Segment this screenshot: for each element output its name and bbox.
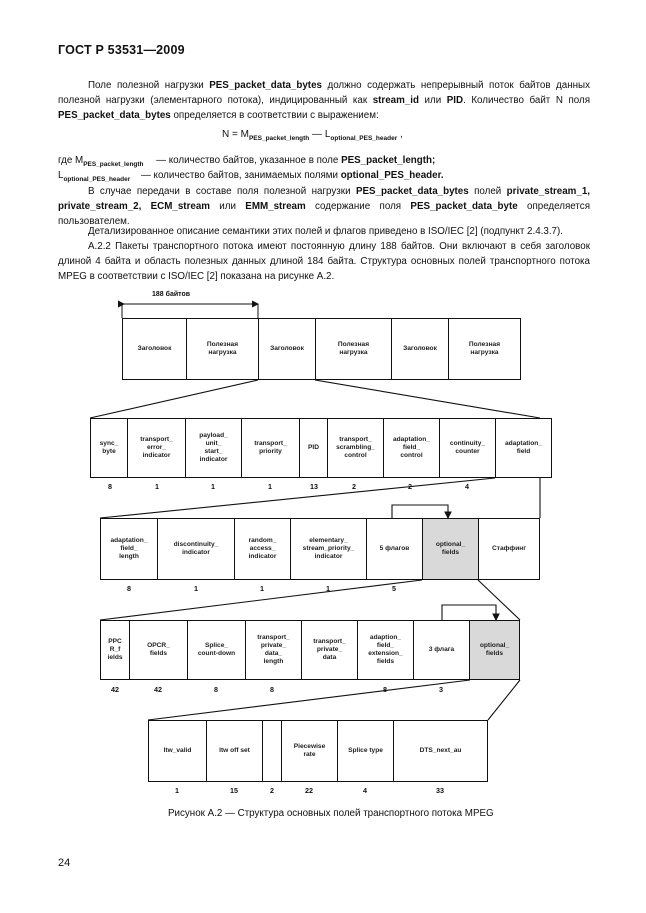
bits-transport-scrambling-control: 2 — [352, 482, 356, 491]
field-adaptation-field-length: adaptation_ field_ length — [100, 518, 158, 580]
field-adaptation-field: adaptation_ field — [495, 418, 552, 478]
bits-ltw-offset: 15 — [230, 786, 238, 795]
ts-header-2: Заголовок — [258, 318, 316, 380]
field-dts-next-au: DTS_next_au — [393, 720, 488, 782]
bits-splice-countdown: 8 — [214, 685, 218, 694]
bits-pcr-fields: 42 — [111, 685, 119, 694]
ts-header-1: Заголовок — [122, 318, 187, 380]
field-splice-countdown: Splice_ count-down — [187, 620, 246, 680]
field-transport-private-data-length: transport_ private_ data_ length — [245, 620, 302, 680]
bits-transport-priority: 1 — [268, 482, 272, 491]
paragraph-payload: Поле полезной нагрузки PES_packet_data_bytes должно содержать непрерывный поток байтов данных полезной нагрузки (элементарного потока), индицированный как stream_id или PID. Количество байт N поля PES_packet_data_bytes определяется в соответствии с выражением: — [58, 80, 590, 122]
field-ltw-valid: ltw_valid — [148, 720, 207, 782]
field-random-access-indicator: random_ access_ indicator — [234, 518, 291, 580]
field-piecewise-rate: Piecewise rate — [281, 720, 338, 782]
field-reserved — [262, 720, 282, 782]
field-transport-error-indicator: transport_ error_ indicator — [127, 418, 186, 478]
bits-5-flags: 5 — [392, 584, 396, 593]
bits-ltw-valid: 1 — [175, 786, 179, 795]
bits-piecewise-rate: 22 — [305, 786, 313, 795]
bits-random-access-indicator: 1 — [260, 584, 264, 593]
field-optional-fields-2: optional_ fields — [469, 620, 520, 680]
field-3-flags: 3 флага — [413, 620, 470, 680]
field-sync-byte: sync_ byte — [90, 418, 128, 478]
field-adaptation-field-control: adaptation_ field_ control — [383, 418, 440, 478]
bits-3-flags: 3 — [439, 685, 443, 694]
ts-payload-2: Полезная нагрузка — [315, 318, 392, 380]
field-discontinuity-indicator: discontinuity_ indicator — [157, 518, 235, 580]
span-label-188: 188 байтов — [152, 291, 191, 298]
bits-adaptation-field-length: 8 — [127, 584, 131, 593]
where-clause-1: где $M_{PES\_packet\_length}$ — количество байтов, указанное в поле PES_packet_length; — [58, 155, 436, 168]
paragraph-a22: А.2.2 Пакеты транспортного потока имеют постоянную длину 188 байтов. Они включают в себя заголовок длиной 4 байта и область полезных данных длиной 184 байта. Структура основных полей транспортного потока MPEG в соответствии с ISO/IEC [2] показана на рисунке А.2. — [58, 241, 590, 283]
field-transport-private-data: transport_ private_ data — [301, 620, 358, 680]
bits-dts-next-au: 33 — [436, 786, 444, 795]
paragraph-private-streams: В случае передачи в составе поля полезной нагрузки PES_packet_data_bytes полей private_stream_1, private_stream_2, ECM_stream или EMM_stream содержание поля PES_packet_data_byte определяется пользователем. — [58, 186, 590, 228]
ts-payload-3: Полезная нагрузка — [448, 318, 521, 380]
field-ltw-offset: ltw off set — [206, 720, 263, 782]
bits-reserved: 2 — [270, 786, 274, 795]
field-pid: PID — [299, 418, 328, 478]
field-transport-priority: transport_ priority — [241, 418, 300, 478]
field-optional-fields-1: optional_ fields — [422, 518, 479, 580]
field-pcr-fields: PPC R_f ields — [100, 620, 130, 680]
field-continuity-counter: continuity_ counter — [439, 418, 496, 478]
field-es-priority-indicator: elementary_ stream_priority_ indicator — [290, 518, 367, 580]
field-stuffing: Стаффинг — [478, 518, 540, 580]
bits-transport-private-data-length: 8 — [270, 685, 274, 694]
bits-discontinuity-indicator: 1 — [194, 584, 198, 593]
field-payload-unit-start-indicator: payload_ unit_ start_ indicator — [185, 418, 242, 478]
where-clause-2: $L_{optional\_PES\_header}$ — количество байтов, занимаемых полями optional_PES_header. — [58, 170, 444, 183]
page-number: 24 — [58, 857, 71, 869]
bits-adaptation-field-control: 2 — [408, 482, 412, 491]
ts-payload-1: Полезная нагрузка — [186, 318, 259, 380]
field-opcr-fields: OPCR_ fields — [129, 620, 188, 680]
document-header: ГОСТ Р 53531—2009 — [58, 43, 185, 57]
bits-opcr-fields: 42 — [154, 685, 162, 694]
field-5-flags: 5 флагов — [366, 518, 423, 580]
figure-caption: Рисунок А.2 — Структура основных полей транспортного потока MPEG — [168, 808, 494, 819]
bits-adaption-field-extension: 8 — [383, 685, 387, 694]
bits-payload-unit-start-indicator: 1 — [211, 482, 215, 491]
formula: $N = M_{PES\_packet\_length}$ — $L_{optional\_PES\_header}$ , — [222, 129, 403, 142]
ts-header-3: Заголовок — [391, 318, 449, 380]
bits-transport-error-indicator: 1 — [155, 482, 159, 491]
bits-pid: 13 — [310, 482, 318, 491]
bits-es-priority-indicator: 1 — [326, 584, 330, 593]
bits-continuity-counter: 4 — [465, 482, 469, 491]
field-adaption-field-extension: adaption_ field_ extension_ fields — [357, 620, 414, 680]
bits-splice-type: 4 — [363, 786, 367, 795]
paragraph-semantics: Детализированное описание семантики этих полей и флагов приведено в ISO/IEC [2] (подпункт 2.4.3.7). — [88, 226, 563, 237]
bits-sync-byte: 8 — [108, 482, 112, 491]
field-splice-type: Splice type — [337, 720, 394, 782]
field-transport-scrambling-control: transport_ scrambling_ control — [327, 418, 384, 478]
